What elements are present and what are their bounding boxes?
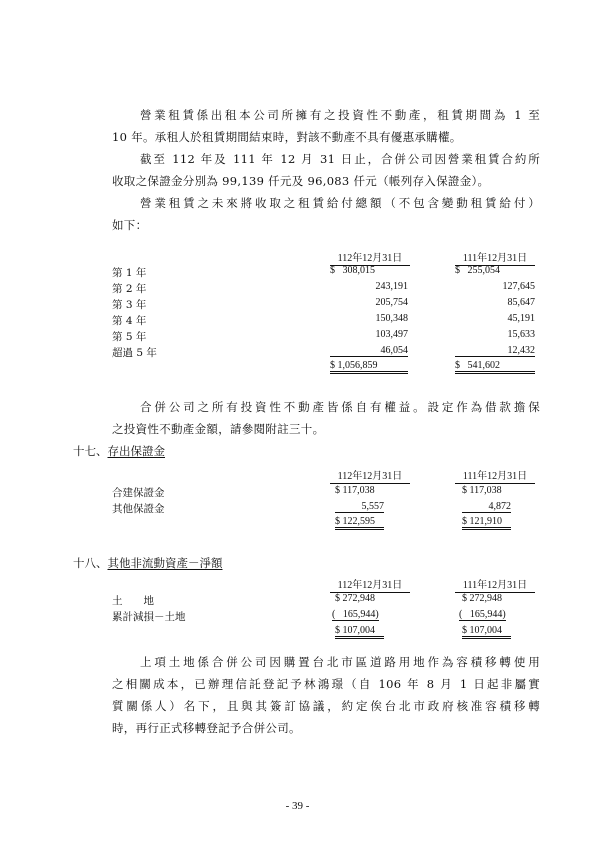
value-2022: 4,872 [462, 501, 511, 513]
section-title: 其他非流動資產－淨額 [107, 556, 223, 570]
row-label: 第 2 年 [112, 283, 147, 295]
value-2022: $ 117,038 [462, 485, 502, 496]
text-line: 上項土地係合併公司因購置台北市區道路用地作為容積移轉使用 [140, 655, 540, 669]
total-2022: $ 541,602 [455, 360, 535, 374]
section-title: 存出保證金 [107, 444, 165, 458]
row-label: 第 4 年 [112, 315, 147, 327]
col-header-2022: 111年12月31日 [455, 467, 535, 484]
value-2022: 127,645 [502, 281, 535, 292]
value-2023: ( 165,944) [332, 609, 379, 620]
row-label: 第 5 年 [112, 331, 147, 343]
value-2023: 205,754 [375, 297, 408, 308]
value-2022: 85,647 [507, 297, 535, 308]
col-header-2022: 111年12月31日 [455, 249, 535, 266]
text-line: 收取之保證金分別為 99,139 仟元及 96,083 仟元（帳列存入保證金）。 [112, 174, 490, 188]
total-2023: $ 1,056,859 [330, 360, 408, 374]
value-2023: 150,348 [375, 313, 408, 324]
land-note-paragraph [112, 651, 540, 739]
text-line: 營業租賃係出租本公司所擁有之投資性不動產，租賃期間為 1 至 [140, 108, 540, 122]
value-2022: 45,191 [507, 313, 535, 324]
value-2023: 243,191 [375, 281, 408, 292]
total-2022: $ 107,004 [462, 625, 511, 639]
value-2022: $ 255,054 [455, 265, 500, 276]
ownership-paragraph [112, 396, 540, 440]
value-2023: $ 117,038 [335, 485, 375, 496]
row-label: 第 1 年 [112, 267, 147, 279]
value-2022: $ 272,948 [462, 593, 502, 604]
value-2023: $ 308,015 [330, 265, 375, 276]
section-number: 十八、 [73, 556, 108, 570]
section-number: 十七、 [73, 444, 108, 458]
row-label: 第 3 年 [112, 299, 147, 311]
row-label: 其他保證金 [112, 503, 165, 515]
section-17-heading [73, 443, 165, 459]
value-2022: 12,432 [455, 345, 535, 357]
row-label: 超過 5 年 [112, 347, 157, 359]
text-line: 時，再行正式移轉登記予合併公司。 [112, 721, 301, 735]
text-line: 截至 112 年及 111 年 12 月 31 日止，合併公司因營業租賃合約所 [140, 152, 540, 166]
text-line: 10 年。承租人於租賃期間結束時，對該不動產不具有優惠承購權。 [112, 130, 462, 144]
text-line: 合併公司之所有投資性不動產皆係自有權益。設定作為借款擔保 [140, 400, 540, 414]
lease-paragraph [112, 104, 540, 236]
value-2023: $ 272,948 [335, 593, 375, 604]
row-label: 土 地 [112, 595, 154, 607]
col-header-2022: 111年12月31日 [455, 576, 535, 593]
value-2023: 46,054 [330, 345, 408, 357]
total-2023: $ 122,595 [335, 516, 384, 530]
value-2022: ( 165,944) [459, 609, 506, 620]
total-2023: $ 107,004 [335, 625, 384, 639]
total-2022: $ 121,910 [462, 516, 511, 530]
value-2022: 15,633 [507, 329, 535, 340]
text-line: 營業租賃之未來將收取之租賃給付總額（不包含變動租賃給付） [140, 196, 540, 210]
text-line: 質關係人）名下，且與其簽訂協議，約定俟台北市政府核准容積移轉 [112, 699, 540, 713]
page-number: - 39 - [285, 800, 310, 812]
col-header-2023: 112年12月31日 [330, 576, 410, 593]
col-header-2023: 112年12月31日 [330, 467, 410, 484]
section-18-heading [73, 555, 223, 571]
text-line: 之投資性不動產金額，請參閱附註三十。 [112, 422, 325, 436]
text-line: 如下： [112, 218, 148, 232]
row-label: 合建保證金 [112, 487, 165, 499]
text-line: 之相關成本，已辦理信託登記予林鴻璟（自 106 年 8 月 1 日起非屬實 [112, 677, 540, 691]
col-header-2023: 112年12月31日 [330, 249, 410, 266]
value-2023: 5,557 [335, 501, 384, 513]
row-label: 累計減損－土地 [112, 611, 186, 623]
value-2023: 103,497 [375, 329, 408, 340]
